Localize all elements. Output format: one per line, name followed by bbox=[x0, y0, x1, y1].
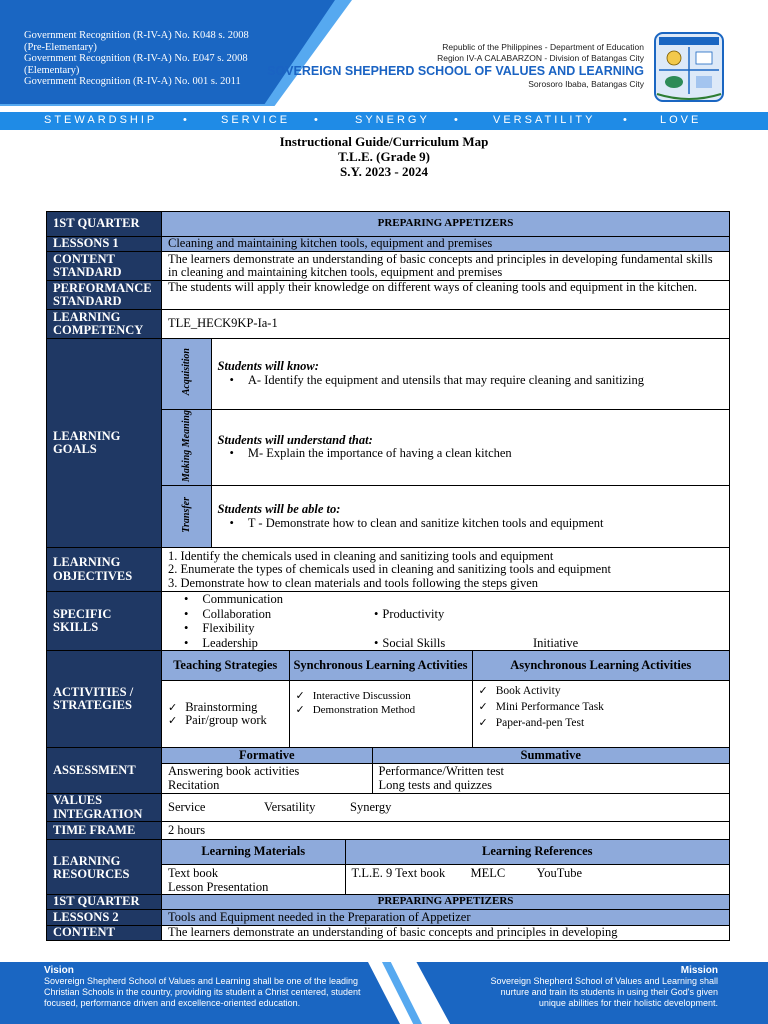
asynchronous-header: Asynchronous Learning Activities bbox=[472, 651, 729, 680]
recognition-line: (Pre-Elementary) bbox=[24, 41, 97, 53]
transfer-tag: Transfer bbox=[180, 497, 192, 533]
formative-list bbox=[162, 763, 372, 793]
lesson-title: Cleaning and maintaining kitchen tools, equipment and premises bbox=[162, 237, 730, 252]
quarter-topic: PREPARING APPETIZERS bbox=[162, 895, 730, 910]
strategy-item: ✓ Pair/group work bbox=[168, 714, 289, 728]
content-standard-label: CONTENT STANDARD bbox=[47, 252, 162, 281]
values-list bbox=[162, 794, 730, 822]
async-item: ✓ Book Activity bbox=[479, 683, 730, 699]
skill-item: • Social Skills bbox=[374, 636, 446, 651]
teaching-strategies-header: Teaching Strategies bbox=[162, 651, 289, 680]
material-item: Text book bbox=[168, 866, 219, 881]
transfer-goal bbox=[211, 485, 729, 547]
skill-item: • Flexibility bbox=[184, 621, 723, 636]
acquisition-heading: Students will know: bbox=[217, 359, 319, 374]
asynchronous-list bbox=[472, 680, 729, 747]
making-meaning-tag-cell bbox=[162, 409, 211, 485]
making-meaning-goal bbox=[211, 409, 729, 485]
value-item: Synergy bbox=[350, 800, 392, 815]
time-frame-value: 2 hours bbox=[162, 822, 730, 840]
acquisition-tag: Acquisition bbox=[180, 348, 192, 396]
async-item: ✓ Paper-and-pen Test bbox=[479, 715, 730, 731]
specific-skills-label: SPECIFIC SKILLS bbox=[47, 592, 162, 651]
making-meaning-tag: Making Meaning bbox=[180, 409, 192, 482]
school-identity bbox=[267, 42, 644, 90]
transfer-item: • T - Demonstrate how to clean and sanitize kitchen tools and equipment bbox=[218, 517, 730, 531]
formative-header: Formative bbox=[162, 748, 372, 763]
making-meaning-item: • M- Explain the importance of having a clean kitchen bbox=[218, 447, 730, 461]
title-line: T.L.E. (Grade 9) bbox=[338, 149, 430, 164]
motto-word: LOVE bbox=[660, 114, 702, 126]
time-frame-label: TIME FRAME bbox=[47, 822, 162, 840]
quarter-topic: PREPARING APPETIZERS bbox=[162, 212, 730, 237]
value-item: Versatility bbox=[264, 800, 316, 815]
curriculum-map-lesson-1 bbox=[46, 211, 730, 897]
motto-bar bbox=[0, 112, 768, 130]
async-item: ✓ Mini Performance Task bbox=[479, 699, 730, 715]
learning-objectives-list bbox=[162, 548, 730, 592]
acquisition-goal bbox=[211, 339, 729, 409]
activities-label: ACTIVITIES / STRATEGIES bbox=[47, 651, 162, 748]
references-list bbox=[345, 864, 729, 896]
content-text: The learners demonstrate an understanding of basic concepts and principles in developing bbox=[162, 926, 730, 941]
sync-item: ✓ Interactive Discussion bbox=[296, 689, 472, 704]
learning-goals-label: LEARNING GOALS bbox=[47, 339, 162, 548]
formative-item: Answering book activities bbox=[168, 764, 300, 779]
recognition-line: (Elementary) bbox=[24, 64, 80, 76]
school-name: SOVEREIGN SHEPHERD SCHOOL OF VALUES AND LEARNING bbox=[267, 64, 644, 78]
republic-line: Republic of the Philippines - Department of Education bbox=[442, 42, 644, 52]
objective-item: 3. Demonstrate how to clean materials and tools following the steps given bbox=[168, 575, 539, 590]
assessment-label: ASSESSMENT bbox=[47, 748, 162, 794]
objective-item: 1. Identify the chemicals used in cleaning and sanitizing tools and equipment bbox=[168, 548, 554, 563]
lesson-label: LESSONS 1 bbox=[47, 237, 162, 252]
materials-header: Learning Materials bbox=[162, 840, 345, 864]
specific-skills-list bbox=[162, 592, 730, 651]
learning-resources-cell bbox=[162, 840, 730, 897]
learning-competency-label: LEARNING COMPETENCY bbox=[47, 310, 162, 339]
acquisition-tag-cell bbox=[162, 339, 211, 409]
activities-cell bbox=[162, 651, 730, 748]
lesson-title: Tools and Equipment needed in the Preparation of Appetizer bbox=[162, 910, 730, 926]
synchronous-header: Synchronous Learning Activities bbox=[289, 651, 472, 680]
vision-heading: Vision bbox=[44, 965, 74, 976]
motto-word: SYNERGY bbox=[355, 114, 430, 126]
material-item: Lesson Presentation bbox=[168, 879, 269, 894]
motto-separator: • bbox=[623, 114, 630, 126]
summative-header: Summative bbox=[372, 748, 729, 763]
mission-block bbox=[478, 965, 718, 1009]
learning-goals-cell bbox=[162, 339, 730, 548]
value-item: Service bbox=[168, 800, 206, 815]
vision-text: Sovereign Shepherd School of Values and Learning shall be one of the leading Christian Schools in the country, providing its student a Christ centered, student focused, performance driven and excellence-oriented education. bbox=[44, 976, 361, 1008]
synchronous-list bbox=[289, 680, 472, 747]
motto-word: SERVICE bbox=[221, 114, 291, 126]
recognition-line: Government Recognition (R-IV-A) No. K048 s. 2008 bbox=[24, 30, 249, 41]
content-standard-text: The learners demonstrate an understanding of basic concepts and principles in developing fundamental skills in cleaning and maintaining kitchen tools, equipment and premises bbox=[162, 252, 730, 281]
title-line: Instructional Guide/Curriculum Map bbox=[279, 134, 489, 149]
transfer-heading: Students will be able to: bbox=[217, 502, 341, 517]
reference-item: MELC bbox=[470, 865, 506, 880]
title-line: S.Y. 2023 - 2024 bbox=[339, 164, 428, 179]
materials-list bbox=[162, 864, 345, 896]
motto-separator: • bbox=[183, 114, 190, 126]
performance-standard-label: PERFORMANCE STANDARD bbox=[47, 281, 162, 310]
skill-item: Initiative bbox=[533, 636, 579, 651]
objective-item: 2. Enumerate the types of chemicals used in cleaning and sanitizing tools and equipment bbox=[168, 562, 611, 577]
acquisition-item: • A- Identify the equipment and utensils that may require cleaning and sanitizing bbox=[218, 374, 730, 388]
mission-text: Sovereign Shepherd School of Values and Learning shall nurture and train its students in using their God's given unique abilities for their holistic development. bbox=[490, 976, 718, 1008]
skill-item: • Leadership bbox=[184, 636, 723, 651]
quarter-label: 1ST QUARTER bbox=[47, 212, 162, 237]
summative-list bbox=[372, 763, 729, 793]
motto-separator: • bbox=[454, 114, 461, 126]
skill-item-label: Social Skills bbox=[382, 636, 446, 651]
lesson-label: LESSONS 2 bbox=[47, 910, 162, 926]
references-header: Learning References bbox=[345, 840, 729, 864]
recognition-line: Government Recognition (R-IV-A) No. E047 s. 2008 bbox=[24, 53, 248, 64]
transfer-tag-cell bbox=[162, 485, 211, 547]
quarter-label: 1ST QUARTER bbox=[47, 895, 162, 910]
summative-item: Long tests and quizzes bbox=[378, 777, 493, 792]
motto-separator: • bbox=[314, 114, 321, 126]
recognition-line: Government Recognition (R-IV-A) No. 001 s. 2011 bbox=[24, 76, 241, 87]
learning-resources-label: LEARNING RESOURCES bbox=[47, 840, 162, 897]
skill-item-label: Productivity bbox=[382, 607, 445, 622]
curriculum-map-lesson-2 bbox=[46, 894, 730, 941]
teaching-strategies-list bbox=[162, 680, 289, 747]
content-label: CONTENT bbox=[47, 926, 162, 941]
formative-item: Recitation bbox=[168, 777, 220, 792]
mission-heading: Mission bbox=[680, 965, 718, 976]
summative-item: Performance/Written test bbox=[378, 764, 504, 779]
vision-block bbox=[44, 965, 384, 1009]
skill-item: • Collaboration bbox=[184, 607, 723, 622]
school-seal-logo bbox=[654, 32, 724, 102]
school-address: Sorosoro Ibaba, Batangas City bbox=[528, 79, 644, 89]
motto-word: STEWARDSHIP bbox=[44, 114, 158, 126]
learning-objectives-label: LEARNING OBJECTIVES bbox=[47, 548, 162, 592]
reference-item: YouTube bbox=[536, 865, 583, 880]
strategy-item: ✓ Brainstorming bbox=[168, 701, 289, 715]
skill-item: • Communication bbox=[184, 592, 723, 607]
learning-competency-code: TLE_HECK9KP-Ia-1 bbox=[162, 310, 730, 339]
reference-item: T.L.E. 9 Text book bbox=[351, 865, 446, 880]
making-meaning-heading: Students will understand that: bbox=[217, 432, 373, 447]
sync-item: ✓ Demonstration Method bbox=[296, 703, 472, 718]
region-line: Region IV-A CALABARZON - Division of Batangas City bbox=[437, 53, 644, 63]
skill-item: • Productivity bbox=[374, 607, 445, 622]
document-title bbox=[0, 134, 768, 179]
motto-word: VERSATILITY bbox=[493, 114, 596, 126]
values-integration-label: VALUES INTEGRATION bbox=[47, 794, 162, 822]
performance-standard-text: The students will apply their knowledge on different ways of cleaning tools and equipment in the kitchen. bbox=[162, 281, 730, 310]
government-recognition bbox=[24, 30, 294, 102]
assessment-cell bbox=[162, 748, 730, 794]
